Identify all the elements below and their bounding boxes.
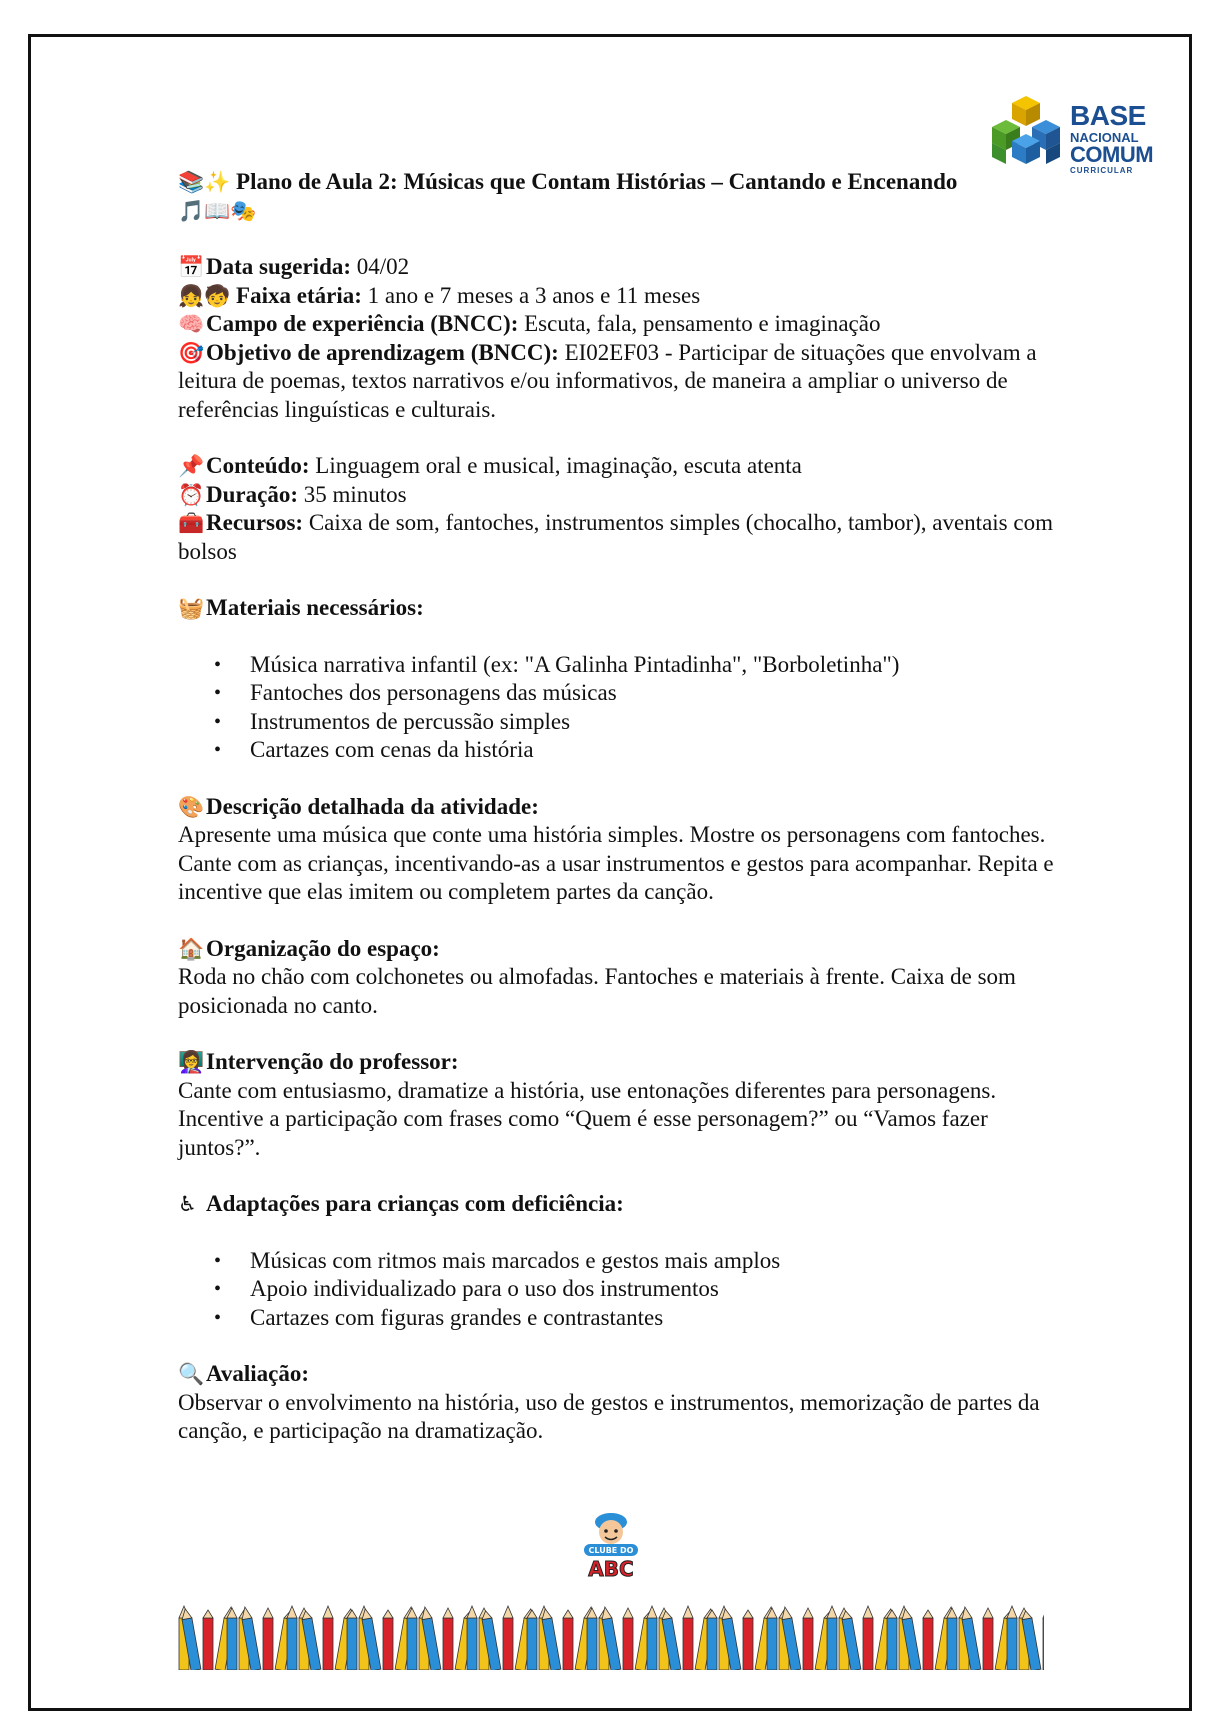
bncc-logo-text: BASE NACIONAL COMUM CURRICULAR (1070, 100, 1154, 175)
section-text: Roda no chão com colchonetes ou almofadas. Fantoches e materiais à frente. Caixa de som posicionada no canto. (178, 964, 1016, 1018)
pencil-icon (443, 1608, 453, 1670)
pencil-icon (923, 1610, 933, 1670)
pencil-icon (983, 1608, 993, 1670)
page-title (178, 168, 1058, 225)
section-heading: ♿ Adaptações para crianças com deficiência: (178, 1190, 1058, 1219)
list-item: • Fantoches dos personagens das músicas (250, 679, 1058, 708)
info-age: 👧🧒 Faixa etária: 1 ano e 7 meses a 3 anos e 11 meses (178, 282, 1058, 311)
pencil-icon (467, 1606, 477, 1670)
pencil-icon (527, 1610, 537, 1670)
basket-icon: 🧺 (178, 596, 205, 620)
pencil-icon (647, 1606, 657, 1670)
pencil-icon (227, 1608, 237, 1670)
pencil-icon (863, 1606, 873, 1670)
pencil-icon (323, 1606, 333, 1670)
clube-do-abc-logo (578, 1510, 644, 1582)
teacher-icon: 👩‍🏫 (178, 1050, 205, 1074)
section-organization (178, 935, 1058, 1021)
list-item: • Música narrativa infantil (ex: "A Galinha Pintadinha", "Borboletinha") (250, 651, 1058, 680)
section-heading: 🔍Avaliação: (178, 1360, 1058, 1389)
section-text: Observar o envolvimento na história, uso de gestos e instrumentos, memorização de partes da canção, e participação na dramatização. (178, 1389, 1040, 1443)
info-block (178, 253, 1058, 424)
pencil-icon (407, 1608, 417, 1670)
pin-icon: 📌 (178, 454, 205, 478)
pencil-icon (1043, 1606, 1044, 1670)
adaptations-list (178, 1247, 1058, 1333)
section-evaluation (178, 1360, 1058, 1446)
details-block (178, 452, 1058, 566)
magnifier-icon: 🔍 (178, 1362, 205, 1386)
pencil-icon (683, 1606, 693, 1670)
pencil-icon (503, 1606, 513, 1670)
section-text: Cante com entusiasmo, dramatize a história, use entonações diferentes para personagens. Incentive a participação com frases como “Quem é esse personagem?” ou “Vamos fazer juntos?”. (178, 1077, 997, 1160)
pencil-icon (827, 1606, 837, 1670)
section-heading: 🎨Descrição detalhada da atividade: (178, 793, 1058, 822)
pencil-icon (263, 1608, 273, 1670)
section-intervention (178, 1048, 1058, 1162)
clube-logo-line1: CLUBE DO (588, 1546, 634, 1555)
pencil-icon (623, 1608, 633, 1670)
bncc-cubes-icon (982, 94, 1070, 174)
section-description (178, 793, 1058, 907)
list-item: • Cartazes com figuras grandes e contrastantes (250, 1304, 1058, 1333)
pencil-icon (743, 1610, 753, 1670)
info-field: 🧠Campo de experiência (BNCC): Escuta, fala, pensamento e imaginação (178, 310, 1058, 339)
lesson-plan (178, 168, 1058, 1446)
pencil-icon (1007, 1606, 1017, 1670)
pencil-icon (287, 1606, 297, 1670)
section-text: Apresente uma música que conte uma história simples. Mostre os personagens com fantoches. Cante com as crianças, incentivando-as a usar instrumentos e gestos para acompanhar. Repita e incentive que elas imitem ou completem partes da canção. (178, 822, 1054, 904)
bncc-logo (982, 94, 1154, 174)
pencil-icon (707, 1610, 717, 1670)
music-book-theater-icon: 🎵📖🎭 (178, 198, 257, 223)
pencil-icon (587, 1608, 597, 1670)
pencil-icon (203, 1610, 213, 1670)
section-heading: 🏠Organização do espaço: (178, 935, 1058, 964)
info-date: 📅Data sugerida: 04/02 (178, 253, 1058, 282)
brain-icon: 🧠 (178, 312, 205, 336)
section-heading: 🧺Materiais necessários: (178, 594, 1058, 623)
target-icon: 🎯 (178, 340, 205, 365)
wheelchair-icon: ♿ (178, 1192, 197, 1216)
books-sparkles-icon: 📚✨ (178, 170, 231, 194)
info-objective: 🎯Objetivo de aprendizagem (BNCC): EI02EF03 - Participar de situações que envolvam a leitura de poemas, textos narrativos e/ou informativos, de maneira a ampliar o universo de referências linguísticas e culturais. (178, 339, 1037, 422)
pencil-icon (803, 1608, 813, 1670)
section-materials (178, 594, 1058, 765)
section-adaptations (178, 1190, 1058, 1332)
detail-resources: 🧰Recursos: Caixa de som, fantoches, instrumentos simples (chocalho, tambor), aventais com bolsos (178, 510, 1053, 564)
section-heading: 👩‍🏫Intervenção do professor: (178, 1048, 1058, 1077)
pencils-border (178, 1604, 1044, 1670)
children-icon: 👧🧒 (178, 283, 231, 308)
toolbox-icon: 🧰 (178, 511, 205, 535)
clube-logo-line2: ABC (588, 1557, 634, 1581)
detail-content: 📌Conteúdo: Linguagem oral e musical, imaginação, escuta atenta (178, 452, 1058, 481)
house-icon: 🏠 (178, 936, 205, 961)
pencil-icon (887, 1610, 897, 1670)
palette-icon: 🎨 (178, 794, 205, 819)
detail-duration: ⏰Duração: 35 minutos (178, 481, 1058, 510)
materials-list (178, 651, 1058, 765)
list-item: • Cartazes com cenas da história (250, 736, 1058, 765)
list-item: • Músicas com ritmos mais marcados e gestos mais amplos (250, 1247, 1058, 1276)
pencil-icon (947, 1608, 957, 1670)
pencil-icon (347, 1610, 357, 1670)
title-text: Plano de Aula 2: Músicas que Contam Histórias – Cantando e Encenando (236, 169, 958, 194)
pencil-icon (767, 1608, 777, 1670)
calendar-icon: 📅 (178, 255, 205, 279)
alarm-clock-icon: ⏰ (178, 482, 205, 507)
list-item: • Instrumentos de percussão simples (250, 708, 1058, 737)
pencil-icon (563, 1610, 573, 1670)
pencil-icon (383, 1610, 393, 1670)
list-item: • Apoio individualizado para o uso dos instrumentos (250, 1275, 1058, 1304)
